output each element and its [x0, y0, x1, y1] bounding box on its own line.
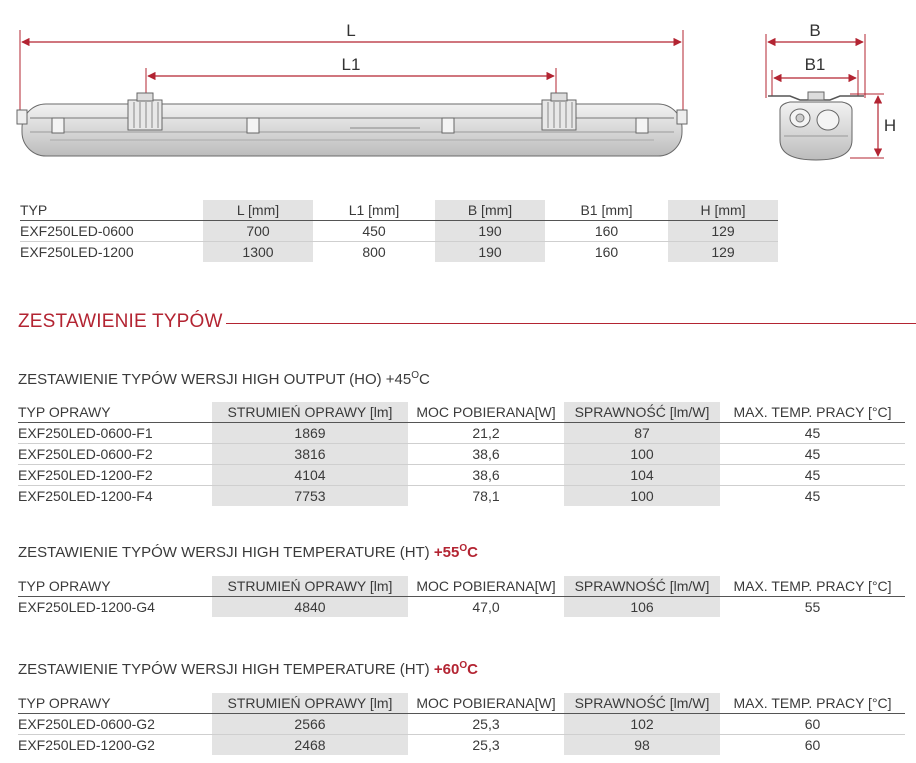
table-cell: EXF250LED-0600-G2: [18, 714, 212, 735]
table-cell: 100: [564, 486, 720, 507]
table-cell: 4840: [212, 597, 408, 618]
label-H: H: [883, 116, 897, 135]
table-cell: EXF250LED-1200-G4: [18, 599, 155, 615]
table-cell: 104: [564, 465, 720, 486]
table-cell: 100: [564, 444, 720, 465]
table-row: [18, 486, 905, 507]
table-cell: 38,6: [408, 465, 564, 486]
section-title: ZESTAWIENIE TYPÓW: [18, 311, 223, 332]
table-row: [20, 221, 778, 242]
header-cell: SPRAWNOŚĆ [lm/W]: [564, 576, 720, 597]
header-cell: TYP OPRAWY: [18, 576, 212, 597]
header-cell: MAX. TEMP. PRACY [°C]: [720, 693, 905, 714]
header-cell: SPRAWNOŚĆ [lm/W]: [564, 402, 720, 423]
ht60-heading-degree: O: [459, 660, 468, 671]
table-cell: 190: [435, 221, 545, 242]
table-header-row: [18, 402, 905, 423]
dimension-B1: [772, 55, 858, 96]
table-cell: 700: [203, 221, 313, 242]
table-header-row: [18, 693, 905, 714]
table-cell: 1869: [212, 423, 408, 444]
table-cell: 2468: [212, 735, 408, 756]
label-B: B: [809, 21, 821, 40]
table-cell: 47,0: [472, 599, 500, 615]
ht55-heading-temp: +55: [433, 544, 460, 561]
ho-heading-degree: O: [411, 370, 420, 381]
header-cell: MAX. TEMP. PRACY [°C]: [720, 576, 905, 597]
header-cell: L1 [mm]: [313, 200, 435, 221]
table-cell: 45: [720, 444, 905, 465]
ht60-heading-text: ZESTAWIENIE TYPÓW WERSJI HIGH TEMPERATURE (HT): [18, 661, 434, 678]
table-cell: EXF250LED-0600-F1: [18, 423, 212, 444]
table-cell: 45: [720, 423, 905, 444]
header-cell: STRUMIEŃ OPRAWY [lm]: [212, 402, 408, 423]
table-cell: 1300: [203, 242, 313, 263]
table-cell: 87: [564, 423, 720, 444]
ht55-table: [18, 576, 905, 617]
table-cell: 38,6: [408, 444, 564, 465]
table-cell: 45: [720, 465, 905, 486]
table-cell: 450: [313, 221, 435, 242]
table-cell: 60: [720, 714, 905, 735]
table-cell: 160: [594, 244, 619, 260]
table-cell: 3816: [212, 444, 408, 465]
table-cell: 55: [804, 599, 821, 615]
luminaire-drawing: [0, 0, 916, 200]
table-cell: EXF250LED-1200-F2: [18, 465, 212, 486]
header-cell: MOC POBIERANA[W]: [408, 693, 564, 714]
table-row: [18, 444, 905, 465]
header-cell: MOC POBIERANA[W]: [408, 402, 564, 423]
label-B1: B1: [804, 55, 826, 74]
ho-table: [18, 402, 905, 506]
header-cell: TYP: [20, 200, 203, 221]
ht60-heading: [18, 660, 478, 678]
ho-heading-unit: C: [419, 371, 430, 388]
table-cell: 160: [545, 221, 668, 242]
header-cell: L [mm]: [203, 200, 313, 221]
table-cell: 7753: [212, 486, 408, 507]
table-header-row: [20, 200, 778, 221]
table-row: [18, 423, 905, 444]
label-L1: L1: [341, 55, 361, 74]
header-cell: B [mm]: [435, 200, 545, 221]
table-row: [20, 242, 778, 263]
table-row: [18, 735, 905, 756]
table-cell: EXF250LED-1200-G2: [18, 737, 155, 753]
ht60-heading-temp: +60: [433, 661, 460, 678]
section-divider: [226, 323, 916, 324]
table-row: [18, 465, 905, 486]
ho-heading-text: ZESTAWIENIE TYPÓW WERSJI HIGH OUTPUT (HO) +45: [18, 371, 412, 388]
table-cell: 106: [564, 597, 720, 618]
table-cell: EXF250LED-1200: [20, 244, 134, 260]
table-header-row: [18, 576, 905, 597]
table-cell: 800: [362, 244, 386, 260]
table-cell: 98: [564, 735, 720, 756]
table-cell: 60: [804, 737, 821, 753]
table-cell: 4104: [212, 465, 408, 486]
dimension-H: [850, 94, 896, 158]
table-cell: 21,2: [408, 423, 564, 444]
luminaire-front-view: [768, 92, 864, 160]
label-L: L: [346, 21, 356, 40]
dimensions-table: [20, 200, 778, 262]
header-cell: B1 [mm]: [545, 200, 668, 221]
table-cell: EXF250LED-0600: [20, 221, 203, 242]
header-cell: MOC POBIERANA[W]: [408, 576, 564, 597]
table-cell: 25,3: [408, 714, 564, 735]
header-cell: STRUMIEŃ OPRAWY [lm]: [212, 693, 408, 714]
header-cell: H [mm]: [668, 200, 778, 221]
table-cell: 129: [668, 242, 778, 263]
luminaire-side-view: [17, 93, 687, 156]
header-cell: STRUMIEŃ OPRAWY [lm]: [212, 576, 408, 597]
table-cell: 102: [564, 714, 720, 735]
table-cell: 129: [668, 221, 778, 242]
table-row: [18, 597, 905, 618]
dimension-L1: [146, 55, 556, 100]
header-cell: SPRAWNOŚĆ [lm/W]: [564, 693, 720, 714]
table-cell: EXF250LED-1200-F4: [18, 488, 153, 504]
ht55-heading-unit: C: [467, 544, 478, 561]
ho-heading: [18, 370, 430, 388]
ht60-heading-unit: C: [467, 661, 478, 678]
ht55-heading: [18, 543, 478, 561]
table-cell: EXF250LED-0600-F2: [18, 444, 212, 465]
table-cell: 78,1: [472, 488, 500, 504]
ht55-heading-degree: O: [459, 543, 468, 554]
table-cell: 45: [804, 488, 821, 504]
table-row: [18, 714, 905, 735]
ht60-table: [18, 693, 905, 755]
table-cell: 25,3: [472, 737, 500, 753]
header-cell: MAX. TEMP. PRACY [°C]: [720, 402, 905, 423]
header-cell: TYP OPRAWY: [18, 693, 212, 714]
ht55-heading-text: ZESTAWIENIE TYPÓW WERSJI HIGH TEMPERATURE (HT): [18, 544, 434, 561]
table-cell: 2566: [212, 714, 408, 735]
table-cell: 190: [435, 242, 545, 263]
header-cell: TYP OPRAWY: [18, 402, 212, 423]
